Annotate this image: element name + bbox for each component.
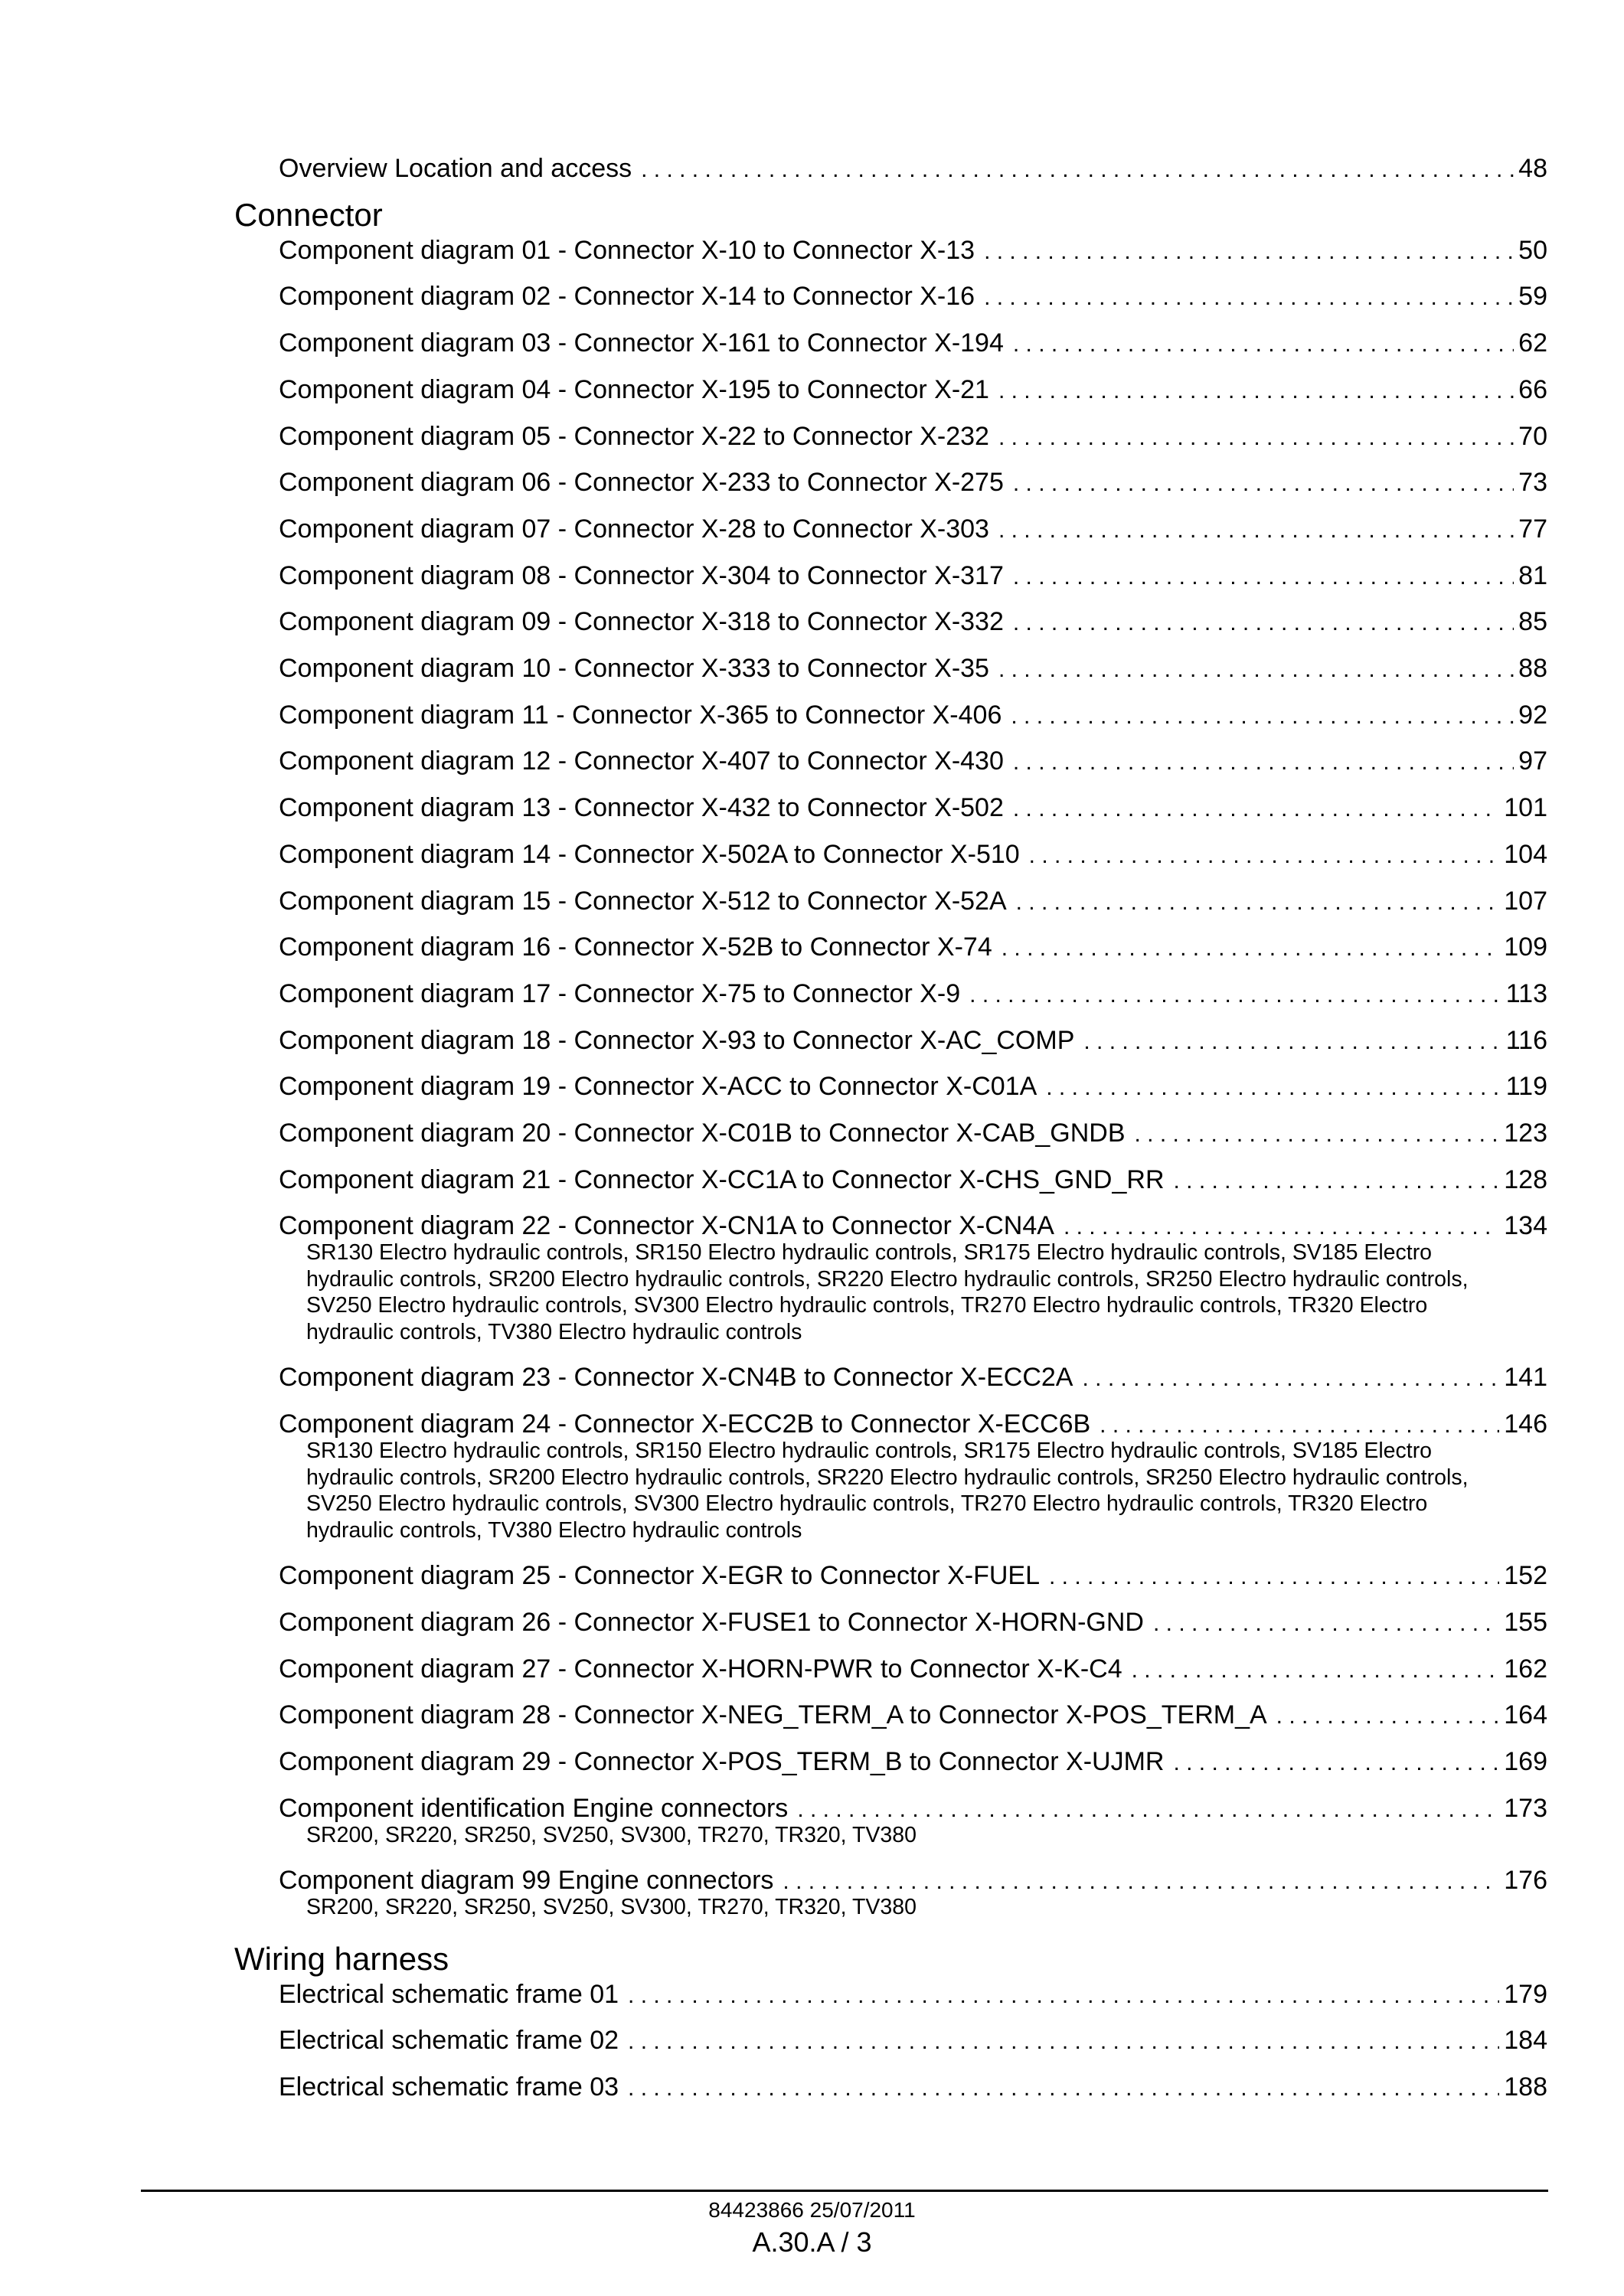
toc-entry-title: Component diagram 17 - Connector X-75 to Connector X-9 — [279, 978, 961, 1008]
toc-entry-applicability-note: hydraulic controls, TV380 Electro hydraulic controls — [306, 1517, 802, 1543]
toc-entry-applicability-note: SR200, SR220, SR250, SV250, SV300, TR270, TR320, TV380 — [306, 1822, 917, 1847]
dot-leader — [1153, 1609, 1499, 1639]
footer-page-label: A.30.A / 3 — [752, 2226, 872, 2258]
toc-entry-title: Component diagram 11 - Connector X-365 to Connector X-406 — [279, 700, 1002, 730]
toc-entry-title: Component diagram 13 - Connector X-432 to Connector X-502 — [279, 793, 1004, 823]
toc-entry[interactable] — [279, 1409, 1547, 1441]
dot-leader — [1100, 1410, 1499, 1441]
toc-entry[interactable] — [279, 932, 1547, 964]
dot-leader — [998, 376, 1514, 407]
footer-doc-id: 84423866 25/07/2011 — [708, 2198, 916, 2222]
toc-entry[interactable] — [279, 1607, 1547, 1639]
toc-entry[interactable] — [279, 653, 1547, 685]
dot-leader — [1013, 608, 1514, 639]
toc-entry-page: 48 — [1518, 154, 1547, 183]
toc-entry[interactable] — [279, 606, 1547, 639]
dot-leader — [1016, 887, 1500, 918]
toc-entry-page: 146 — [1504, 1409, 1547, 1439]
toc-entry-title: Component diagram 99 Engine connectors — [279, 1866, 774, 1896]
section-heading: Wiring harness — [234, 1940, 449, 1977]
toc-entry-applicability-note: SV250 Electro hydraulic controls, SV300 Electro hydraulic controls, TR270 Electro hydraulic controls, TR320 Electro — [306, 1491, 1428, 1517]
toc-entry-title: Component diagram 23 - Connector X-CN4B to Connector X-ECC2A — [279, 1363, 1073, 1393]
section-heading: Connector — [234, 196, 383, 233]
toc-entry-title: Component diagram 08 - Connector X-304 to Connector X-317 — [279, 560, 1004, 590]
toc-entry-page: 88 — [1518, 654, 1547, 683]
dot-leader — [1174, 1166, 1500, 1197]
toc-entry-title: Component diagram 28 - Connector X-NEG_TERM_A to Connector X-POS_TERM_A — [279, 1700, 1267, 1730]
toc-entry-page: 77 — [1518, 514, 1547, 544]
toc-entry-title: Component diagram 09 - Connector X-318 to Connector X-332 — [279, 607, 1004, 637]
toc-entry-page: 141 — [1504, 1363, 1547, 1393]
toc-entry-page: 152 — [1504, 1561, 1547, 1591]
toc-entry-page: 85 — [1518, 607, 1547, 637]
toc-entry-title: Component diagram 15 - Connector X-512 to Connector X-52A — [279, 886, 1007, 916]
toc-entry-title: Electrical schematic frame 02 — [279, 2026, 619, 2056]
toc-entry-title: Component diagram 14 - Connector X-502A to Connector X-510 — [279, 839, 1020, 869]
dot-leader — [1046, 1073, 1501, 1103]
dot-leader — [1013, 469, 1514, 499]
dot-leader — [1049, 1562, 1499, 1592]
toc-entry[interactable] — [279, 328, 1547, 360]
dot-leader — [783, 1867, 1499, 1897]
toc-entry-page: 70 — [1518, 421, 1547, 451]
toc-entry-title: Component diagram 06 - Connector X-233 to Connector X-275 — [279, 468, 1004, 498]
toc-entry[interactable] — [279, 839, 1547, 871]
toc-entry[interactable] — [279, 978, 1547, 1011]
toc-entry-page: 73 — [1518, 468, 1547, 498]
toc-entry[interactable] — [279, 1118, 1547, 1150]
dot-leader — [984, 237, 1514, 267]
toc-entry-overview[interactable] — [279, 153, 1547, 185]
toc-entry-page: 59 — [1518, 282, 1547, 312]
toc-entry-title: Component diagram 03 - Connector X-161 to Connector X-194 — [279, 328, 1004, 358]
dot-leader — [1173, 1748, 1499, 1778]
toc-entry[interactable] — [279, 1654, 1547, 1686]
dot-leader — [1029, 841, 1500, 871]
toc-entry-applicability-note: hydraulic controls, SR200 Electro hydraulic controls, SR220 Electro hydraulic controls, SR250 Electro hydraulic controls, — [306, 1266, 1469, 1292]
toc-entry-title: Component diagram 18 - Connector X-93 to Connector X-AC_COMP — [279, 1025, 1075, 1055]
toc-entry-title: Component diagram 24 - Connector X-ECC2B to Connector X-ECC6B — [279, 1409, 1091, 1439]
dot-leader — [998, 423, 1514, 453]
toc-entry[interactable] — [279, 1865, 1547, 1897]
toc-entry-title: Component diagram 12 - Connector X-407 to Connector X-430 — [279, 746, 1004, 776]
toc-entry-title: Component diagram 01 - Connector X-10 to Connector X-13 — [279, 235, 975, 265]
dot-leader — [1002, 933, 1500, 964]
toc-entry[interactable] — [279, 746, 1547, 778]
toc-entry-page: 116 — [1505, 1025, 1547, 1055]
dot-leader — [1132, 1655, 1500, 1686]
toc-entry-title: Component diagram 10 - Connector X-333 to Connector X-35 — [279, 654, 989, 683]
dot-leader — [1013, 747, 1514, 778]
toc-entry-page: 169 — [1504, 1746, 1547, 1776]
toc-entry-page: 104 — [1504, 839, 1547, 869]
toc-entry[interactable] — [279, 886, 1547, 918]
toc-entry[interactable] — [279, 1793, 1547, 1825]
toc-entry-page: 50 — [1518, 235, 1547, 265]
dot-leader — [797, 1795, 1499, 1825]
toc-entry-page: 123 — [1504, 1119, 1547, 1148]
toc-entry-page: 109 — [1504, 932, 1547, 962]
toc-entry[interactable] — [279, 514, 1547, 546]
toc-entry-title: Component diagram 21 - Connector X-CC1A to Connector X-CHS_GND_RR — [279, 1164, 1165, 1194]
toc-entry-title: Component diagram 16 - Connector X-52B to Connector X-74 — [279, 932, 992, 962]
toc-entry-page: 113 — [1505, 978, 1547, 1008]
footer-rule — [141, 2190, 1548, 2192]
toc-entry[interactable] — [279, 1979, 1547, 2011]
dot-leader — [1013, 562, 1514, 593]
toc-entry[interactable] — [279, 1210, 1547, 1243]
toc-entry-page: 184 — [1504, 2026, 1547, 2056]
toc-entry-title: Component diagram 22 - Connector X-CN1A to Connector X-CN4A — [279, 1211, 1054, 1241]
toc-entry[interactable] — [279, 1362, 1547, 1394]
toc-entry-page: 155 — [1504, 1607, 1547, 1637]
dot-leader — [628, 2027, 1499, 2057]
toc-entry-page: 97 — [1518, 746, 1547, 776]
dot-leader — [1135, 1119, 1500, 1150]
toc-entry-applicability-note: hydraulic controls, SR200 Electro hydraulic controls, SR220 Electro hydraulic controls, SR250 Electro hydraulic controls, — [306, 1465, 1469, 1490]
dot-leader — [1011, 701, 1514, 732]
toc-entry-page: 162 — [1504, 1654, 1547, 1684]
toc-entry-title: Component diagram 25 - Connector X-EGR to Connector X-FUEL — [279, 1561, 1041, 1591]
toc-entry[interactable] — [279, 235, 1547, 267]
toc-entry-title: Component diagram 04 - Connector X-195 to Connector X-21 — [279, 374, 989, 404]
dot-leader — [1276, 1701, 1500, 1732]
toc-entry-title: Component diagram 07 - Connector X-28 to Connector X-303 — [279, 514, 989, 544]
dot-leader — [969, 980, 1501, 1011]
toc-entry[interactable] — [279, 1071, 1547, 1103]
toc-entry[interactable] — [279, 792, 1547, 825]
toc-entry-page: 173 — [1504, 1793, 1547, 1823]
dot-leader — [984, 283, 1514, 313]
toc-entry[interactable] — [279, 421, 1547, 453]
toc-entry[interactable] — [279, 281, 1547, 313]
toc-entry-applicability-note: SR130 Electro hydraulic controls, SR150 Electro hydraulic controls, SR175 Electro hydraulic controls, SV185 Electro — [306, 1240, 1433, 1266]
toc-entry-page: 62 — [1518, 328, 1547, 358]
dot-leader — [1013, 329, 1514, 360]
toc-entry[interactable] — [279, 1560, 1547, 1592]
toc-entry-title: Electrical schematic frame 03 — [279, 2072, 619, 2102]
toc-entry-title: Electrical schematic frame 01 — [279, 1979, 619, 2009]
toc-entry-title: Component diagram 02 - Connector X-14 to Connector X-16 — [279, 282, 975, 312]
toc-entry-applicability-note: SR130 Electro hydraulic controls, SR150 Electro hydraulic controls, SR175 Electro hydraulic controls, SV185 Electro — [306, 1439, 1433, 1464]
toc-entry-title: Component identification Engine connectors — [279, 1793, 789, 1823]
toc-entry-page: 134 — [1504, 1211, 1547, 1241]
dot-leader — [998, 655, 1514, 685]
toc-entry-applicability-note: hydraulic controls, TV380 Electro hydraulic controls — [306, 1319, 802, 1344]
toc-entry[interactable] — [279, 374, 1547, 407]
toc-entry-page: 107 — [1504, 886, 1547, 916]
toc-entry-title: Overview Location and access — [279, 154, 632, 183]
toc-entry-title: Component diagram 05 - Connector X-22 to Connector X-232 — [279, 421, 989, 451]
toc-entry[interactable] — [279, 560, 1547, 593]
toc-entry[interactable] — [279, 700, 1547, 732]
toc-entry[interactable] — [279, 2025, 1547, 2057]
toc-entry-title: Component diagram 19 - Connector X-ACC to Connector X-C01A — [279, 1072, 1037, 1102]
dot-leader — [628, 1981, 1499, 2011]
toc-entry-title: Component diagram 29 - Connector X-POS_TERM_B to Connector X-UJMR — [279, 1746, 1165, 1776]
toc-entry-page: 81 — [1518, 560, 1547, 590]
toc-entry[interactable] — [279, 1025, 1547, 1057]
dot-leader — [1082, 1364, 1499, 1394]
toc-entry[interactable] — [279, 1700, 1547, 1732]
toc-entry[interactable] — [279, 1164, 1547, 1197]
toc-entry-applicability-note: SV250 Electro hydraulic controls, SV300 Electro hydraulic controls, TR270 Electro hydraulic controls, TR320 Electro — [306, 1293, 1428, 1318]
toc-entry-title: Component diagram 26 - Connector X-FUSE1 to Connector X-HORN-GND — [279, 1607, 1144, 1637]
toc-entry-page: 164 — [1504, 1700, 1547, 1730]
toc-entry[interactable] — [279, 2072, 1547, 2104]
toc-entry-page: 176 — [1504, 1866, 1547, 1896]
toc-entry[interactable] — [279, 467, 1547, 499]
toc-entry-page: 179 — [1504, 1979, 1547, 2009]
dot-leader — [641, 155, 1514, 185]
toc-entry-page: 66 — [1518, 374, 1547, 404]
dot-leader — [1013, 794, 1499, 825]
toc-entry-page: 188 — [1504, 2072, 1547, 2102]
dot-leader — [1064, 1212, 1499, 1243]
dot-leader — [998, 515, 1514, 546]
toc-entry-page: 92 — [1518, 700, 1547, 730]
toc-entry-title: Component diagram 27 - Connector X-HORN-PWR to Connector X-K-C4 — [279, 1654, 1122, 1684]
toc-entry-title: Component diagram 20 - Connector X-C01B to Connector X-CAB_GNDB — [279, 1119, 1126, 1148]
toc-entry-applicability-note: SR200, SR220, SR250, SV250, SV300, TR270, TR320, TV380 — [306, 1895, 917, 1920]
dot-leader — [1083, 1027, 1501, 1057]
dot-leader — [628, 2073, 1499, 2104]
toc-entry-page: 128 — [1504, 1164, 1547, 1194]
toc-entry-page: 119 — [1505, 1072, 1547, 1102]
toc-entry-page: 101 — [1504, 793, 1547, 823]
toc-entry[interactable] — [279, 1746, 1547, 1778]
